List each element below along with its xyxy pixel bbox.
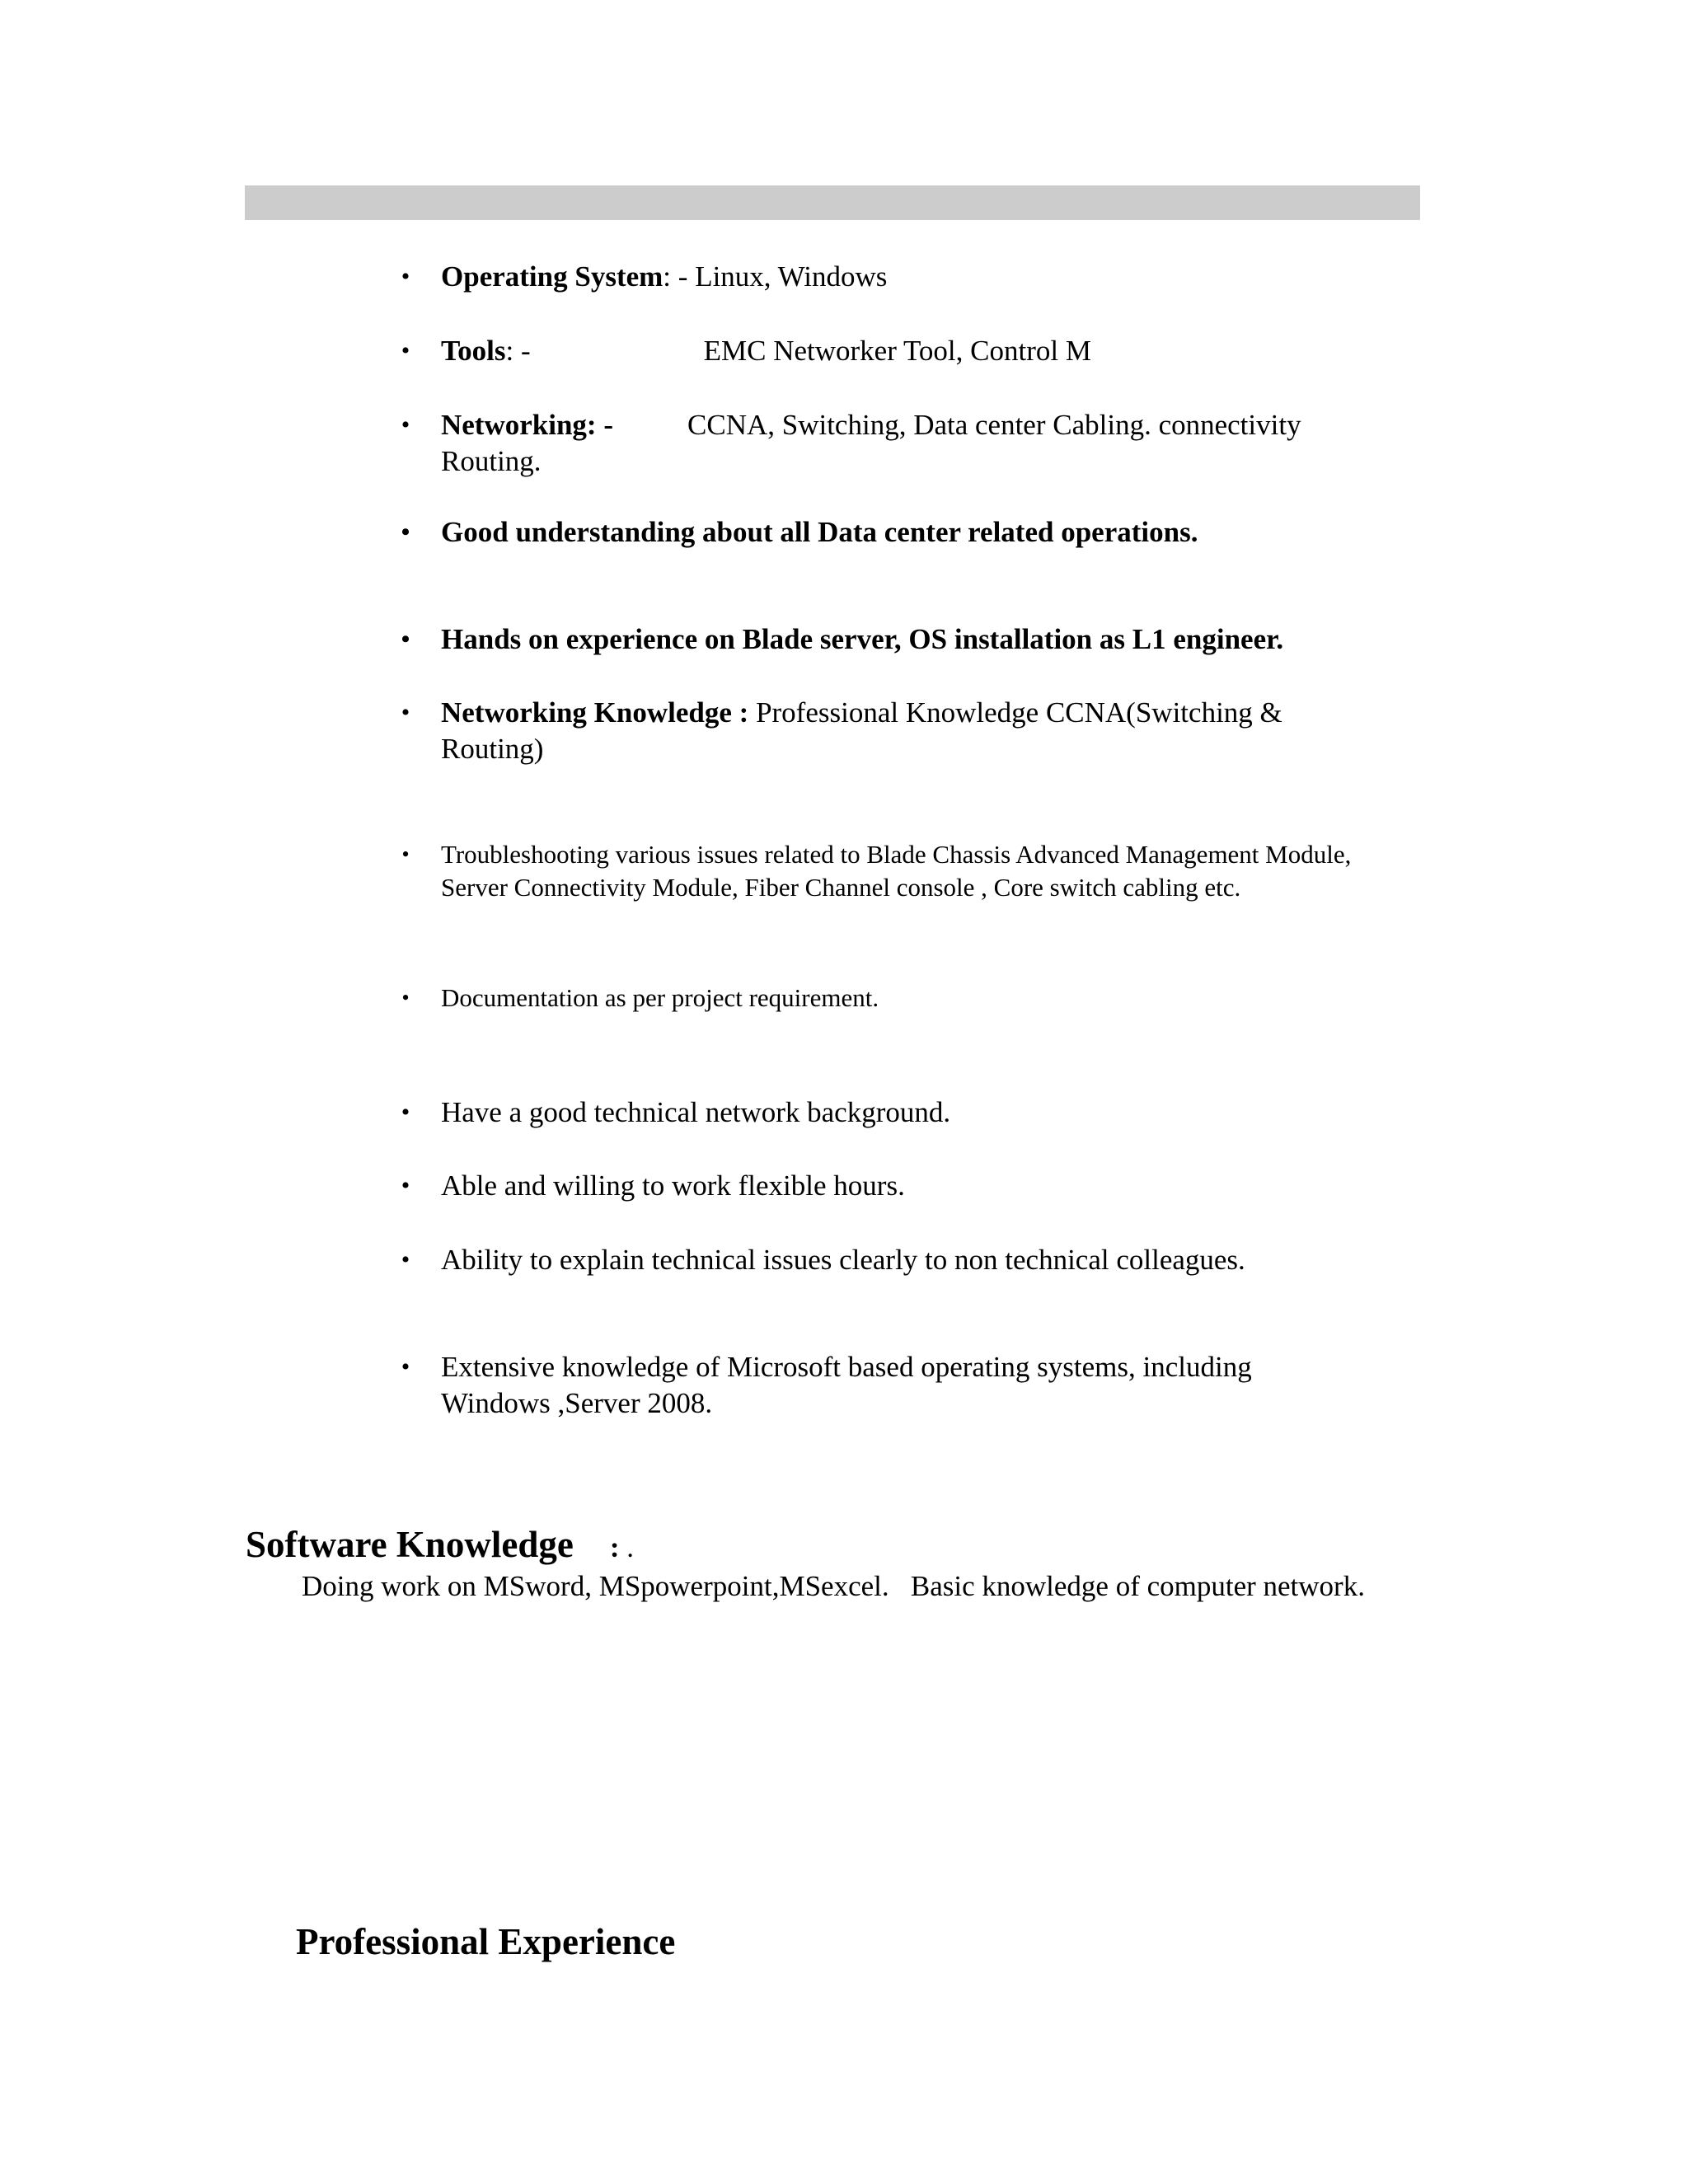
skill-value: Linux, Windows [695, 260, 888, 293]
skill-label: Tools [441, 335, 506, 367]
skill-text: Ability to explain technical issues clearly to non technical colleagues. [441, 1244, 1245, 1276]
skill-label: Networking Knowledge : [441, 696, 757, 729]
skill-value: EMC Networker Tool, Control M [703, 335, 1091, 367]
bullet-icon: • [401, 1353, 410, 1380]
bullet-icon: • [401, 518, 410, 546]
skill-label: Networking: - [441, 409, 613, 441]
heading-colon: : [609, 1531, 620, 1563]
skill-networking-knowledge [401, 695, 1430, 767]
skill-text: Have a good technical network background. [441, 1096, 951, 1128]
skill-text-line1: Troubleshooting various issues related to Blade Chassis Advanced Management Module, [441, 840, 1352, 869]
skill-text: Able and willing to work flexible hours. [441, 1169, 905, 1202]
bullet-icon: • [401, 263, 410, 290]
skill-blade-server [401, 621, 1430, 658]
bullet-icon: • [401, 1246, 410, 1273]
bullet-icon: • [401, 842, 410, 866]
skill-value-continued: Routing) [441, 733, 544, 765]
skill-text-line2: Server Connectivity Module, Fiber Channel console , Core switch cabling etc. [441, 873, 1241, 902]
skill-documentation [401, 982, 1430, 1015]
skill-text: Documentation as per project requirement. [441, 983, 879, 1012]
skill-flexible-hours [401, 1168, 1430, 1204]
skill-separator: : - [663, 260, 696, 293]
bullet-icon: • [401, 699, 410, 726]
software-knowledge-text: Doing work on MSword, MSpowerpoint,MSexcel. Basic knowledge of computer network. [302, 1570, 1365, 1602]
software-knowledge-heading [246, 1522, 634, 1570]
skill-troubleshooting [401, 838, 1430, 904]
section-header-bar [245, 185, 1420, 220]
skill-separator: : - [505, 335, 531, 367]
skill-text-line1: Extensive knowledge of Microsoft based operating systems, including [441, 1351, 1252, 1383]
bullet-icon: • [401, 986, 410, 1010]
skill-label: Operating System [441, 260, 663, 293]
skill-microsoft-os [401, 1349, 1430, 1422]
skill-network-background [401, 1094, 1430, 1131]
bullet-icon: • [401, 1172, 410, 1199]
heading-text: Software Knowledge [246, 1524, 574, 1565]
skill-datacenter [401, 514, 1430, 551]
skill-operating-system [401, 259, 1430, 295]
bullet-icon: • [401, 337, 410, 364]
skill-text-line2: Windows ,Server 2008. [441, 1387, 713, 1419]
skill-value-continued: Routing. [441, 445, 542, 477]
heading-dot: . [619, 1531, 635, 1563]
skill-text: Hands on experience on Blade server, OS installation as L1 engineer. [441, 623, 1284, 655]
bullet-icon: • [401, 411, 410, 438]
bullet-icon: • [401, 626, 410, 653]
skill-text: Good understanding about all Data center related operations. [441, 516, 1198, 548]
bullet-icon: • [401, 1099, 410, 1126]
skill-value: Professional Knowledge CCNA(Switching & [756, 696, 1282, 729]
skill-value: CCNA, Switching, Data center Cabling. connectivity [687, 409, 1301, 441]
professional-experience-heading: Professional Experience [296, 1921, 676, 1962]
skill-explain-issues [401, 1242, 1430, 1278]
skill-tools [401, 333, 1430, 369]
skill-networking [401, 407, 1430, 480]
